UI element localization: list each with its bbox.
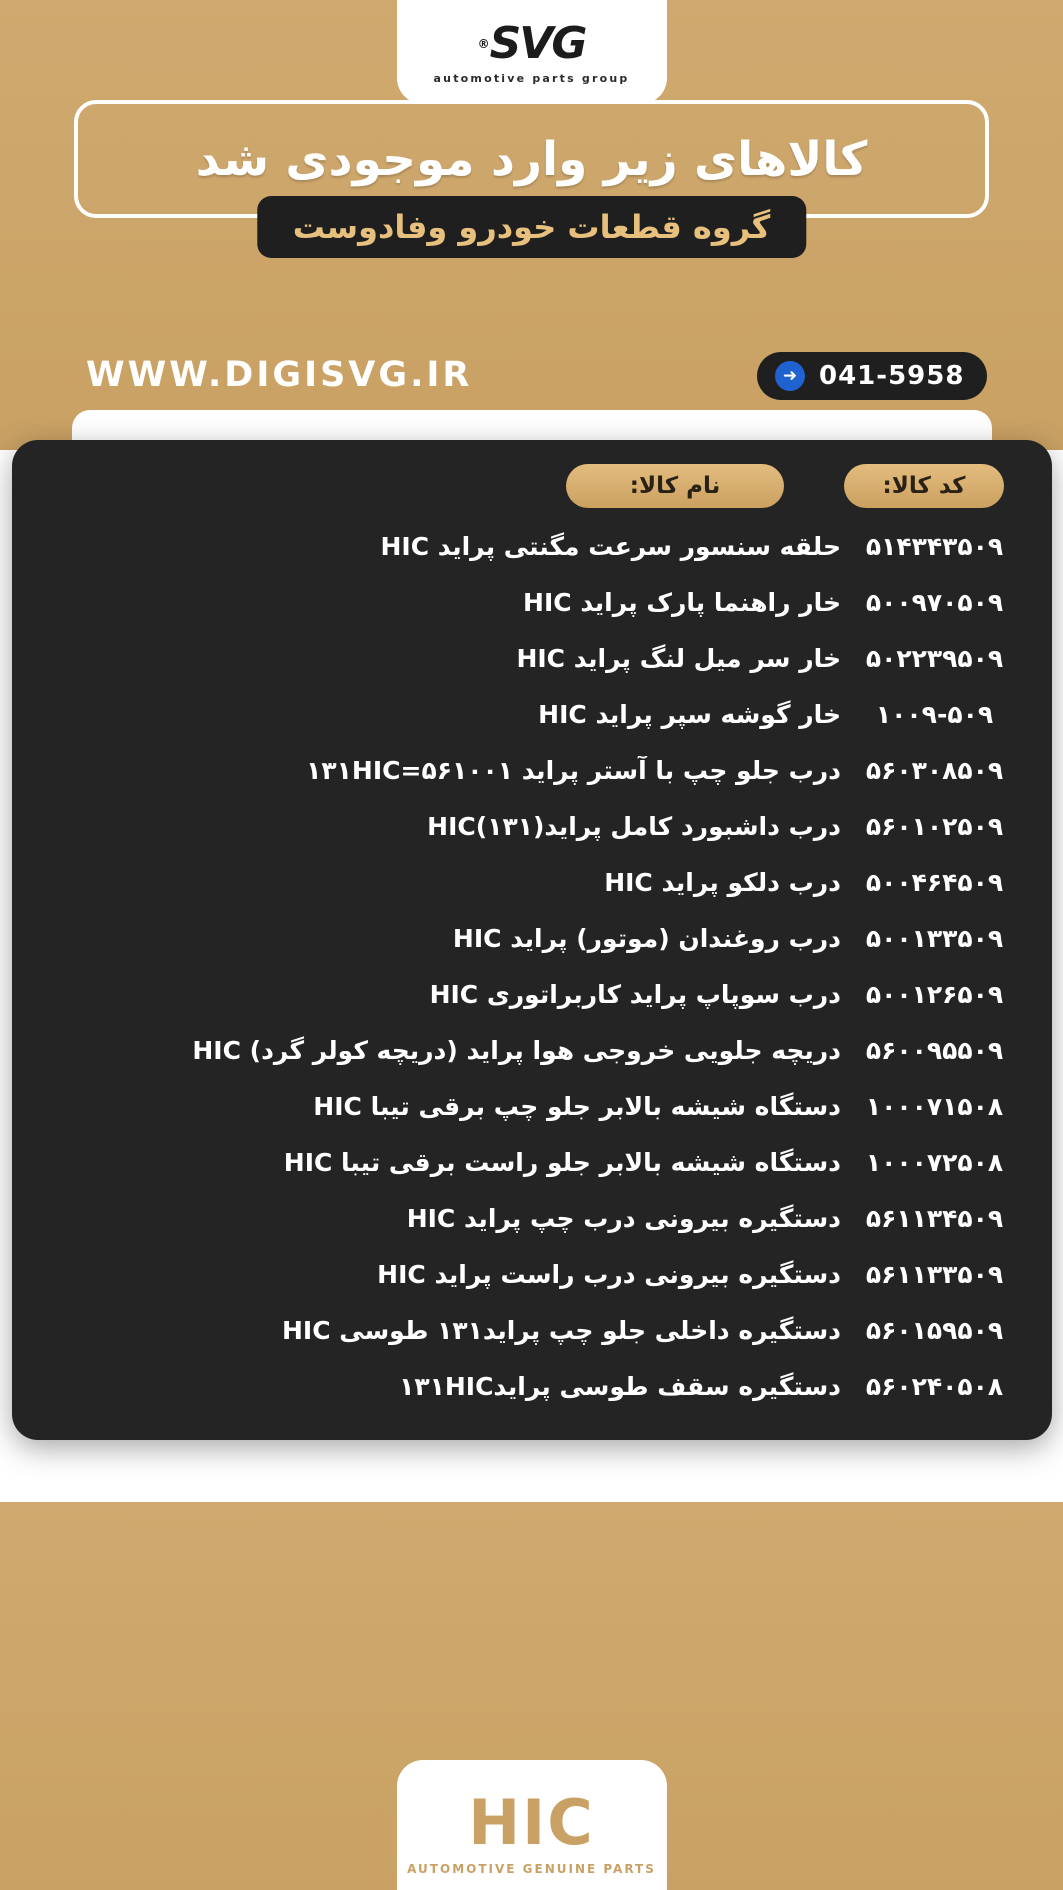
cell-code: ۵۶۱۱۳۳۵۰۹: [865, 1259, 1004, 1289]
table-row: [42, 1302, 1022, 1358]
cell-name: درب دلکو پراید HIC: [604, 867, 841, 897]
cell-code: ۵۰۰۹۷۰۵۰۹: [865, 587, 1004, 617]
cell-name: دستگیره بیرونی درب راست پراید HIC: [377, 1259, 841, 1289]
cell-code: ۵۶۰۱۰۲۵۰۹: [865, 811, 1004, 841]
table-rows: [42, 518, 1022, 1414]
cell-name: درب جلو چپ با آستر پراید ۵۶۱۰۰۱=۱۳۱HIC: [306, 755, 841, 785]
phone-number: 041-5958: [819, 361, 965, 391]
product-table-panel: [12, 440, 1052, 1440]
table-row: [42, 854, 1022, 910]
cell-name: دستگیره داخلی جلو چپ پراید۱۳۱ طوسی HIC: [282, 1315, 841, 1345]
cell-code: ۵۱۴۳۴۳۵۰۹: [865, 531, 1004, 561]
svg-logo-text: SVG: [489, 17, 586, 69]
cell-name: درب سوپاپ پراید کاربراتوری HIC: [429, 979, 841, 1009]
cell-name: دستگیره سقف طوسی پراید۱۳۱HIC: [399, 1371, 841, 1401]
table-header-row: [42, 464, 1022, 508]
table-row: [42, 518, 1022, 574]
table-row: [42, 574, 1022, 630]
brand-logo: [402, 8, 662, 98]
table-row: [42, 1078, 1022, 1134]
cell-code: ۱۰۰۹-۵۰۹: [875, 699, 994, 729]
cell-code: ۵۶۰۳۰۸۵۰۹: [865, 755, 1004, 785]
table-row: [42, 686, 1022, 742]
hic-logo: [407, 1786, 657, 1876]
hic-logo-text: HIC: [468, 1786, 595, 1859]
table-row: [42, 1246, 1022, 1302]
cell-name: خار سر میل لنگ پراید HIC: [516, 643, 841, 673]
cell-name: درب داشبورد کامل پراید(۱۳۱)HIC: [427, 811, 841, 841]
cell-name: حلقه سنسور سرعت مگنتی پراید HIC: [380, 531, 841, 561]
cell-code: ۱۰۰۰۷۱۵۰۸: [865, 1091, 1004, 1121]
page-subtitle: گروه قطعات خودرو وفادوست: [292, 208, 771, 246]
arrow-right-circle-icon: ➜: [775, 361, 805, 391]
cell-code: ۵۶۰۰۹۵۵۰۹: [865, 1035, 1004, 1065]
brand-tagline: automotive parts group: [433, 71, 630, 85]
cell-name: دستگاه شیشه بالابر جلو چپ برقی تیبا HIC: [313, 1091, 841, 1121]
cell-code: ۱۰۰۰۷۲۵۰۸: [865, 1147, 1004, 1177]
page-title: کالاهای زیر وارد موجودی شد: [195, 131, 868, 187]
cell-code: ۵۰۲۲۳۹۵۰۹: [865, 643, 1004, 673]
hic-tagline: AUTOMOTIVE GENUINE PARTS: [407, 1862, 656, 1876]
cell-name: دریچه جلویی خروجی هوا پراید (دریچه کولر گرد) HIC: [192, 1035, 841, 1065]
cell-name: دستگیره بیرونی درب چپ پراید HIC: [406, 1203, 841, 1233]
table-row: [42, 1022, 1022, 1078]
table-row: [42, 630, 1022, 686]
cell-name: درب روغندان (موتور) پراید HIC: [452, 923, 841, 953]
cell-code: ۵۰۰۱۳۳۵۰۹: [865, 923, 1004, 953]
header-banner: [0, 0, 1063, 450]
cell-code: ۵۶۰۱۵۹۵۰۹: [865, 1315, 1004, 1345]
table-row: [42, 966, 1022, 1022]
cell-code: ۵۰۰۱۲۶۵۰۹: [865, 979, 1004, 1009]
cell-name: دستگاه شیشه بالابر جلو راست برقی تیبا HIC: [283, 1147, 841, 1177]
column-header-code: کد کالا:: [844, 464, 1004, 508]
column-header-name: نام کالا:: [566, 464, 784, 508]
cell-name: خار گوشه سپر پراید HIC: [538, 699, 841, 729]
table-row: [42, 910, 1022, 966]
table-row: [42, 1358, 1022, 1414]
svg-logo-mark: [477, 17, 586, 69]
table-row: [42, 798, 1022, 854]
subtitle-pill: [257, 196, 806, 258]
cell-name: خار راهنما پارک پراید HIC: [523, 587, 841, 617]
table-row: [42, 1134, 1022, 1190]
registered-icon: ®: [477, 36, 488, 51]
cell-code: ۵۰۰۴۶۴۵۰۹: [865, 867, 1004, 897]
table-row: [42, 742, 1022, 798]
website-link[interactable]: WWW.DIGISVG.IR: [86, 355, 473, 395]
cell-code: ۵۶۱۱۳۴۵۰۹: [865, 1203, 1004, 1233]
cell-code: ۵۶۰۲۴۰۵۰۸: [865, 1371, 1004, 1401]
table-row: [42, 1190, 1022, 1246]
phone-badge[interactable]: [757, 352, 987, 400]
footer-banner: [0, 1502, 1063, 1890]
